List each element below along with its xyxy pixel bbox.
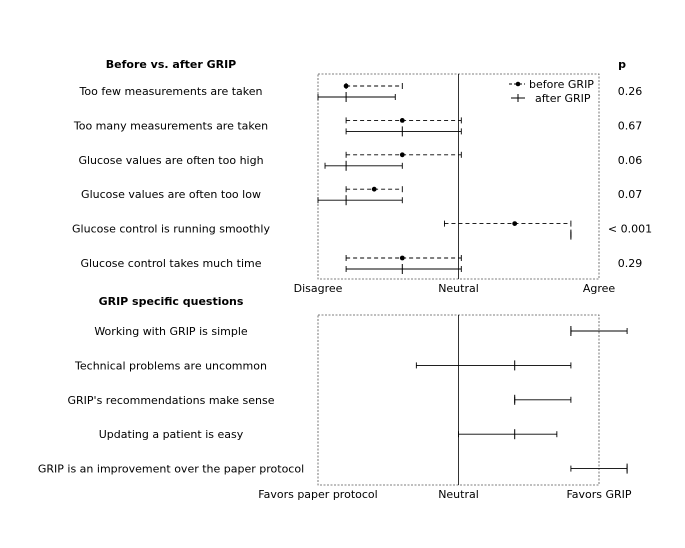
x-tick-label: Disagree — [293, 282, 343, 295]
panel-2-errorbars — [416, 326, 627, 474]
before-bar-point — [512, 221, 517, 226]
before-bar-point — [400, 256, 405, 261]
panel-1-x-tick-labels — [294, 282, 616, 295]
question-label: Too many measurements are taken — [73, 119, 269, 133]
question-label: Working with GRIP is simple — [94, 325, 248, 338]
question-label: Glucose control takes much time — [80, 257, 262, 270]
before-bar-point — [344, 84, 349, 89]
legend-after-label: after GRIP — [535, 92, 591, 105]
panel-1-errorbars — [318, 83, 571, 274]
panel-1-title: Before vs. after GRIP — [105, 58, 237, 71]
p-value-header: p — [618, 58, 626, 71]
question-label: Glucose values are often too low — [81, 188, 261, 202]
p-value: < 0.001 — [607, 222, 653, 236]
legend-before-label: before GRIP — [529, 78, 594, 91]
before-bar-point — [400, 118, 405, 123]
x-tick-label: Neutral — [438, 282, 479, 295]
p-value: 0.26 — [617, 85, 643, 98]
question-label: GRIP is an improvement over the paper protocol — [37, 462, 305, 476]
legend-before-marker — [516, 82, 521, 87]
question-label: GRIP's recommendations make sense — [67, 393, 275, 407]
p-value: 0.29 — [617, 257, 643, 270]
panel-2-question-labels — [38, 325, 304, 476]
x-tick-label: Favors paper protocol — [258, 488, 378, 501]
x-tick-label: Agree — [582, 282, 616, 295]
x-tick-label: Neutral — [438, 488, 479, 501]
before-bar-point — [372, 187, 377, 192]
panel-2-x-tick-labels — [258, 488, 632, 501]
p-value: 0.07 — [617, 188, 643, 202]
panel-1-question-labels — [72, 85, 270, 270]
question-label: Updating a patient is easy — [98, 428, 244, 442]
question-label: Technical problems are uncommon — [75, 359, 267, 373]
p-value: 0.06 — [617, 153, 643, 167]
question-label: Too few measurements are taken — [79, 85, 263, 98]
panel-2-title: GRIP specific questions — [98, 295, 244, 308]
legend — [509, 78, 594, 105]
p-value: 0.67 — [617, 119, 643, 133]
question-label: Glucose control is running smoothly — [72, 222, 270, 236]
x-tick-label: Favors GRIP — [566, 488, 632, 501]
question-label: Glucose values are often too high — [78, 153, 264, 167]
p-value-column — [608, 85, 652, 270]
before-bar-point — [400, 152, 405, 157]
